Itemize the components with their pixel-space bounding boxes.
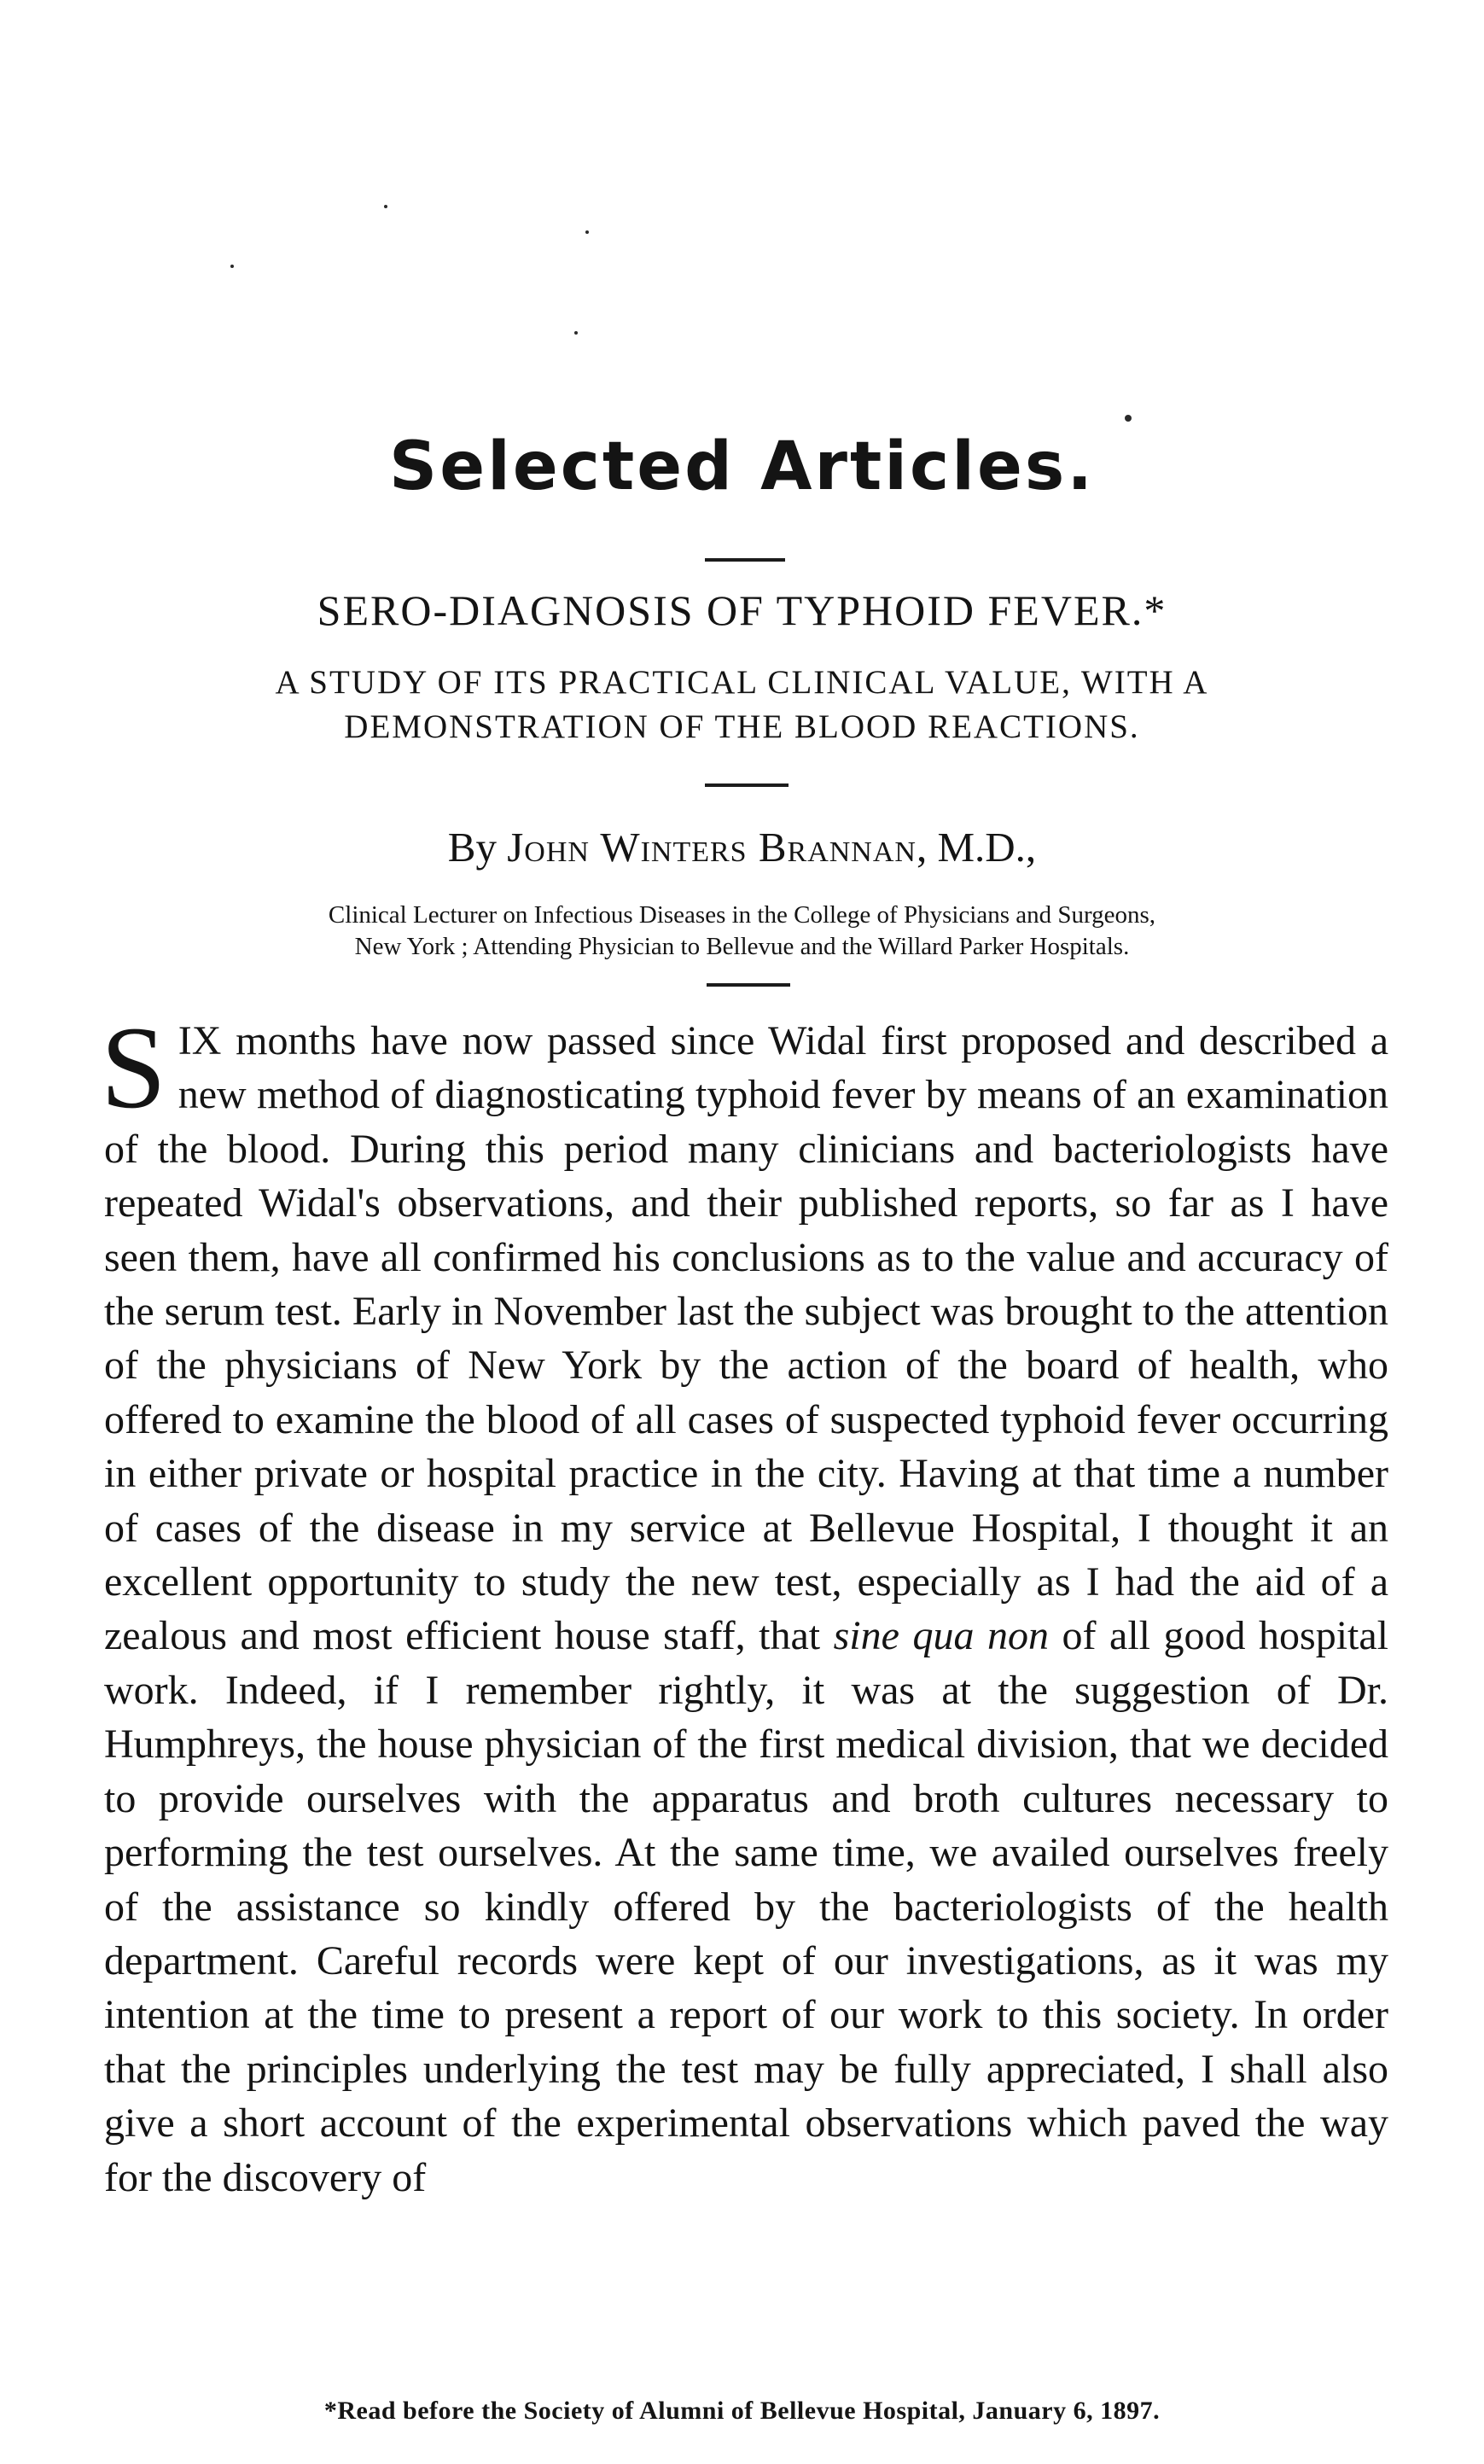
divider-rule <box>707 983 790 987</box>
body-text-part2: of all good hospital work. Indeed, if I remember rightly, it was at the suggestion of Dr. Humphreys, the house physician of the first medical division, that we decided to provide ourselves with the apparatus and broth cultures necessary to performing the test ourselves. At the same time, we availed ourselves freely of the assistance so kindly offered by the bacteriologists of the health department. Careful records were kept of our investigations, as it was my intention at the time to present a report of our work to this society. In order that the principles underlying the test may be fully appreciated, I shall also give a short account of the experimental observations which paved the way for the discovery of <box>104 1613 1389 2200</box>
scan-speck <box>574 331 578 335</box>
byline <box>0 824 1484 871</box>
scan-speck <box>384 205 387 208</box>
byline-prefix: By <box>447 824 497 871</box>
article-body <box>101 1002 1389 2205</box>
body-paragraph <box>101 1002 1389 2205</box>
article-title: SERO-DIAGNOSIS OF TYPHOID FEVER.* <box>317 586 1167 634</box>
author-degree: , M.D., <box>916 824 1037 871</box>
drop-cap: S <box>101 1002 166 1133</box>
scan-speck <box>585 230 589 234</box>
article-subtitle-line2: DEMONSTRATION OF THE BLOOD REACTIONS. <box>344 708 1140 745</box>
author-affiliation-line1: Clinical Lecturer on Infectious Diseases in the College of Physicians and Surgeons, <box>328 901 1156 929</box>
scan-speck <box>1125 415 1132 422</box>
divider-rule <box>705 558 785 562</box>
body-text-italic: sine qua non <box>833 1613 1049 1659</box>
article-subtitle-line1: A STUDY OF ITS PRACTICAL CLINICAL VALUE, WITH A <box>275 664 1209 701</box>
divider-rule <box>705 783 789 787</box>
scan-speck <box>230 265 234 268</box>
body-text-part1: IX months have now passed since Widal first proposed and described a new method of diagnosticating typhoid fever by means of an examination of the blood. During this period many clinicians and bacteriologists have repeated Widal's observations, and their published reports, so far as I have seen them, have all confirmed his conclusions as to the value and accuracy of the serum test. Early in November last the subject was brought to the attention of the physicians of New York by the action of the board of health, who offered to examine the blood of all cases of suspected typhoid fever occurring in either private or hospital practice in the city. Having at that time a number of cases of the disease in my service at Bellevue Hospital, I thought it an excellent opportunity to study the new test, especially as I had the aid of a zealous and most efficient house staff, that <box>104 1018 1388 1659</box>
section-heading: Selected Articles. <box>389 428 1095 505</box>
author-name: John Winters Brannan <box>507 824 917 871</box>
footnote: *Read before the Society of Alumni of Bellevue Hospital, January 6, 1897. <box>323 2397 1161 2425</box>
author-affiliation-line2: New York ; Attending Physician to Bellevue and the Willard Parker Hospitals. <box>354 933 1130 960</box>
